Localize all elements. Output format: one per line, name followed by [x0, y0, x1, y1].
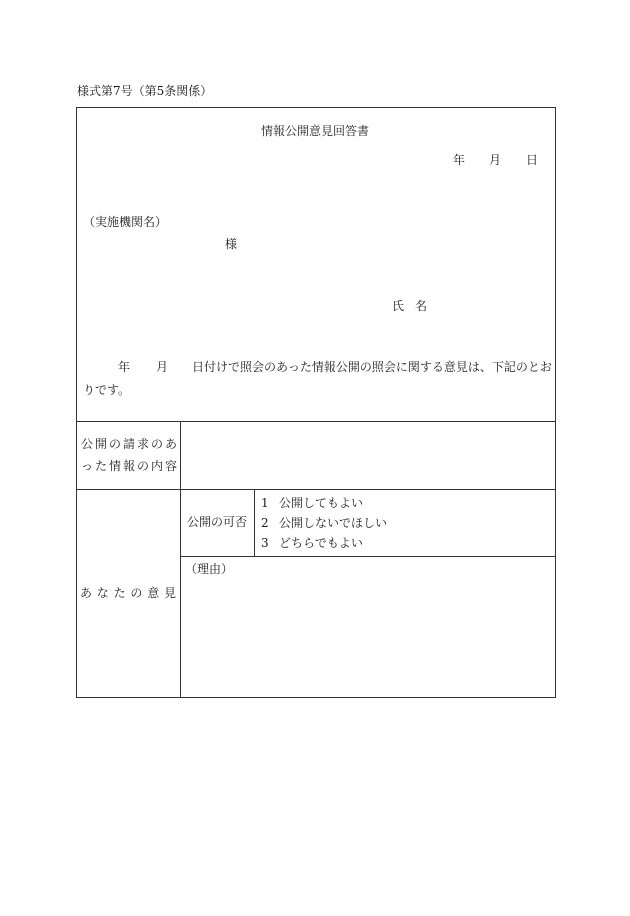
date-day-label: 日: [526, 153, 539, 167]
consent-option-3[interactable]: [261, 537, 363, 549]
request-label-line1: 公開の請求のあ: [81, 437, 177, 451]
option-text: どちらでもよい: [279, 536, 363, 550]
divider-opinion: [76, 489, 556, 490]
body-text-rest: 日付けで照会のあった情報公開の照会に関する意見は、下記のとお: [192, 360, 552, 374]
divider-reason: [180, 556, 556, 557]
form-title: 情報公開意見回答書: [260, 124, 369, 138]
date-year-label: 年: [453, 153, 466, 167]
agency-label: （実施機関名）: [83, 215, 168, 229]
form-frame: [76, 107, 556, 698]
opinion-label: あなたの意見: [80, 586, 176, 600]
consent-option-1[interactable]: [261, 497, 363, 509]
label-column-divider: [180, 421, 181, 698]
consent-column-divider: [254, 489, 255, 556]
option-number: 2: [261, 516, 269, 530]
request-label-line2: った情報の内容: [81, 459, 177, 473]
honorific: 様: [225, 237, 238, 251]
body-year: 年: [118, 360, 131, 374]
option-text: 公開してもよい: [279, 496, 364, 510]
name-label: 氏名: [392, 299, 439, 313]
option-number: 1: [261, 496, 269, 510]
body-text-line1: [118, 361, 552, 373]
consent-label: 公開の可否: [187, 515, 248, 529]
option-number: 3: [261, 536, 269, 550]
body-text-line2: りです。: [83, 383, 131, 397]
body-month: 月: [156, 360, 169, 374]
divider-request: [76, 421, 556, 422]
form-number: 様式第7号（第5条関係）: [77, 84, 213, 98]
reason-label: （理由）: [185, 562, 234, 576]
consent-option-2[interactable]: [261, 517, 387, 529]
request-content-label: [81, 433, 177, 477]
option-text: 公開しないでほしい: [279, 516, 388, 530]
date-month-label: 月: [489, 153, 502, 167]
